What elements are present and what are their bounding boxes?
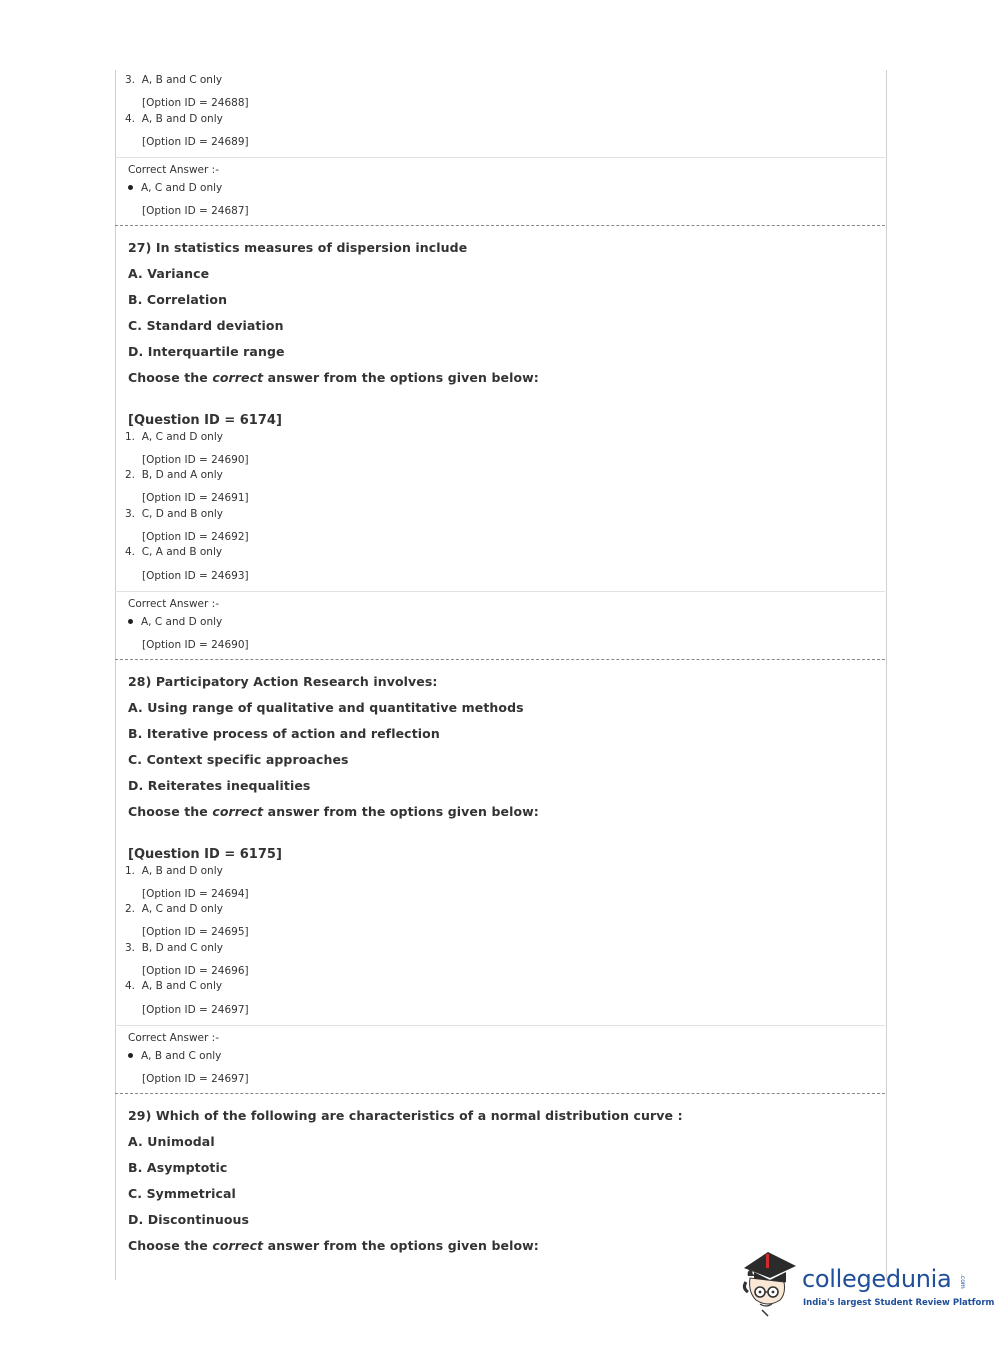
mascot-logo-icon <box>740 1248 800 1318</box>
question-29-item-a: A. Unimodal <box>128 1134 215 1149</box>
option-id: [Option ID = 24689] <box>142 136 249 148</box>
option-id: [Option ID = 24691] <box>142 492 249 504</box>
option-id: [Option ID = 24697] <box>142 1073 249 1085</box>
option-prev-4: 4. A, B and D only <box>125 113 223 125</box>
correct-answer: A, B and C only <box>128 1050 221 1062</box>
option-id: [Option ID = 24694] <box>142 888 249 900</box>
question-29-item-b: B. Asymptotic <box>128 1160 228 1175</box>
correct-answer-label: Correct Answer :- <box>128 1032 219 1044</box>
question-29-item-c: C. Symmetrical <box>128 1186 236 1201</box>
brand-name: collegedunia <box>802 1265 952 1293</box>
option-1: 1. A, C and D only <box>125 431 223 443</box>
question-27-item-b: B. Correlation <box>128 292 228 307</box>
option-id: [Option ID = 24687] <box>142 205 249 217</box>
divider <box>115 1025 885 1026</box>
question-29-title: 29) Which of the following are characteristics of a normal distribution curve : <box>128 1108 683 1123</box>
question-28-item-c: C. Context specific approaches <box>128 752 349 767</box>
option-4: 4. C, A and B only <box>125 546 223 558</box>
question-28-id: [Question ID = 6175] <box>128 847 282 862</box>
question-27-item-a: A. Variance <box>128 266 210 281</box>
option-4: 4. A, B and C only <box>125 980 223 992</box>
option-2: 2. B, D and A only <box>125 469 223 481</box>
bullet-icon <box>128 619 133 624</box>
question-28-title: 28) Participatory Action Research involves: <box>128 674 438 689</box>
option-id: [Option ID = 24695] <box>142 926 249 938</box>
question-29-item-d: D. Discontinuous <box>128 1212 250 1227</box>
question-27-instruction: Choose the correct answer from the options given below: <box>128 370 539 385</box>
option-id: [Option ID = 24688] <box>142 97 249 109</box>
option-id: [Option ID = 24692] <box>142 531 249 543</box>
question-28-item-a: A. Using range of qualitative and quantitative methods <box>128 700 524 715</box>
question-separator <box>115 659 885 660</box>
option-1: 1. A, B and D only <box>125 865 223 877</box>
question-29-instruction: Choose the correct answer from the options given below: <box>128 1238 539 1253</box>
question-separator <box>115 225 885 226</box>
brand-tagline: India's largest Student Review Platform <box>803 1298 995 1308</box>
divider <box>115 157 885 158</box>
option-2: 2. A, C and D only <box>125 903 223 915</box>
question-28-item-d: D. Reiterates inequalities <box>128 778 311 793</box>
option-id: [Option ID = 24697] <box>142 1004 249 1016</box>
option-id: [Option ID = 24690] <box>142 454 249 466</box>
option-3: 3. B, D and C only <box>125 942 223 954</box>
brand-domain: .com <box>959 1274 966 1289</box>
option-id: [Option ID = 24690] <box>142 639 249 651</box>
option-id: [Option ID = 24693] <box>142 570 249 582</box>
correct-answer-label: Correct Answer :- <box>128 598 219 610</box>
option-prev-3: 3. A, B and C only <box>125 74 223 86</box>
correct-answer-label: Correct Answer :- <box>128 164 219 176</box>
question-27-item-d: D. Interquartile range <box>128 344 285 359</box>
question-27-item-c: C. Standard deviation <box>128 318 284 333</box>
divider <box>115 591 885 592</box>
bullet-icon <box>128 1053 133 1058</box>
question-27-id: [Question ID = 6174] <box>128 413 282 428</box>
option-3: 3. C, D and B only <box>125 508 223 520</box>
correct-answer: A, C and D only <box>128 616 222 628</box>
question-28-instruction: Choose the correct answer from the options given below: <box>128 804 539 819</box>
question-27-title: 27) In statistics measures of dispersion include <box>128 240 468 255</box>
correct-answer: A, C and D only <box>128 182 222 194</box>
question-separator <box>115 1093 885 1094</box>
bullet-icon <box>128 185 133 190</box>
option-id: [Option ID = 24696] <box>142 965 249 977</box>
question-28-item-b: B. Iterative process of action and reflection <box>128 726 440 741</box>
